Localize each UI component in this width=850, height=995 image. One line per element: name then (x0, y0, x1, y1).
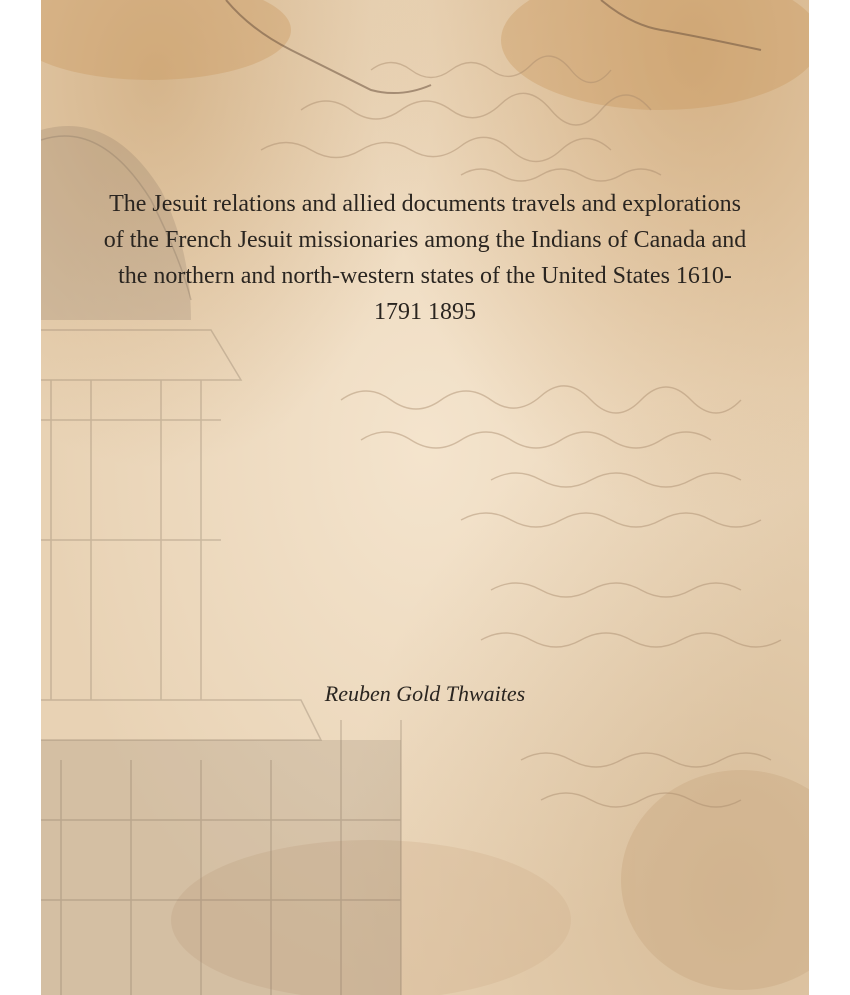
cover-background-art (41, 0, 809, 995)
book-title: The Jesuit relations and allied documents travels and explorations of the French Jesuit missionaries among the Indians of Canada and the northern and north-western states of the United States 1610-1791 1895 (103, 191, 747, 325)
book-cover (41, 0, 809, 995)
book-author: Reuben Gold Thwaites (324, 681, 526, 706)
